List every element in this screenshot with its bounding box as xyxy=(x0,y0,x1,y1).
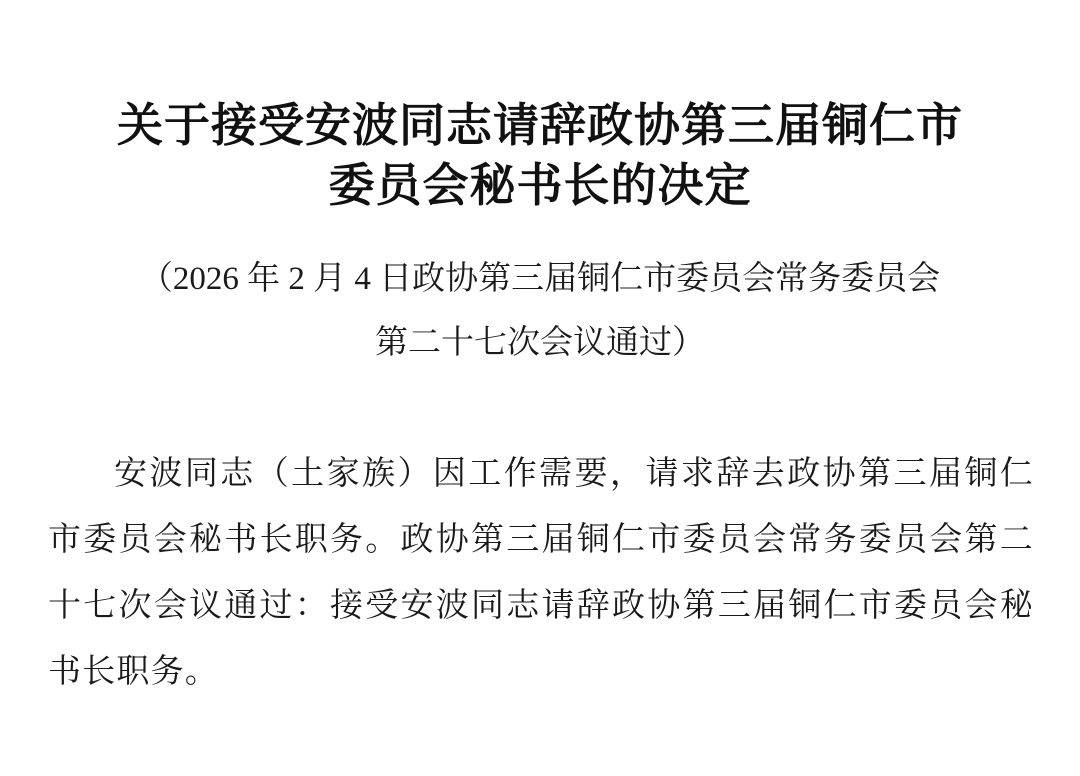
document-body xyxy=(48,441,1034,705)
subtitle-line-2: 第二十七次会议通过） xyxy=(375,324,705,361)
title-line-1: 关于接受安波同志请辞政协第三届铜仁市 xyxy=(117,100,963,151)
document-subtitle xyxy=(0,247,1080,375)
document-title xyxy=(0,96,1080,216)
body-paragraph: 安波同志（土家族）因工作需要，请求辞去政协第三届铜仁市委员会秘书长职务。政协第三届铜仁市委员会常务委员会第二十七次会议通过：接受安波同志请辞政协第三届铜仁市委员会秘书长职务。 xyxy=(48,455,1034,690)
subtitle-line-1: （2026 年 2 月 4 日政协第三届铜仁市委员会常务委员会 xyxy=(139,260,941,297)
title-line-2: 委员会秘书长的决定 xyxy=(328,160,752,211)
